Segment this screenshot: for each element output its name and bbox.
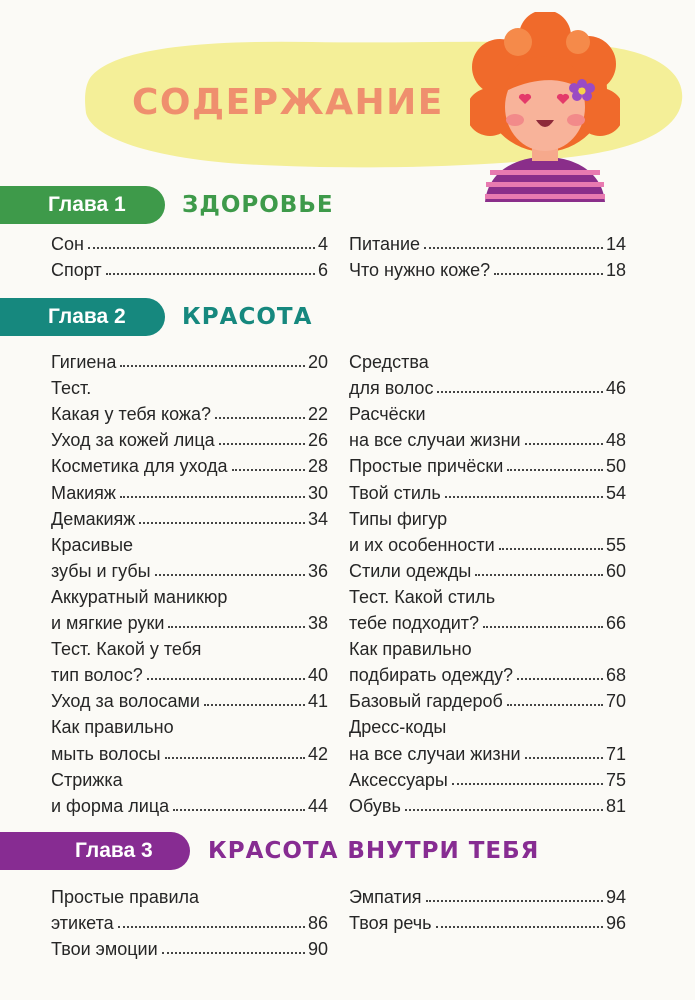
- dot-leader: [436, 926, 603, 928]
- dot-leader: [173, 809, 305, 811]
- dot-leader: [219, 443, 305, 445]
- toc-entry[interactable]: [51, 530, 328, 556]
- toc-entry[interactable]: [51, 504, 328, 530]
- toc-entry[interactable]: [51, 686, 328, 712]
- dot-leader: [120, 496, 305, 498]
- toc-entry-title: для волос: [349, 378, 434, 399]
- dot-leader: [405, 809, 603, 811]
- toc-entry[interactable]: [51, 229, 328, 255]
- chapter-1-left-column: [51, 229, 328, 281]
- toc-entry-title: Стили одежды: [349, 560, 472, 581]
- toc-entry[interactable]: [349, 347, 626, 373]
- dot-leader: [424, 247, 603, 249]
- chapter-3-right-column: [349, 882, 626, 934]
- toc-page-number: 50: [605, 456, 626, 477]
- toc-page-number: 28: [307, 456, 328, 477]
- toc-entry-title: Как правильно: [51, 717, 174, 738]
- chapter-2-label: Глава 2: [48, 305, 126, 328]
- toc-entry-title: Что нужно коже?: [349, 260, 491, 281]
- toc-entry[interactable]: [349, 477, 626, 503]
- dot-leader: [120, 365, 305, 367]
- toc-entry-title: Средства: [349, 352, 429, 373]
- toc-entry-title: и их особенности: [349, 534, 495, 555]
- chapter-1-label: Глава 1: [48, 193, 126, 216]
- toc-entry-title: зубы и губы: [51, 560, 151, 581]
- dot-leader: [204, 704, 305, 706]
- chapter-3-title: КРАСОТА ВНУТРИ ТЕБЯ: [208, 838, 540, 864]
- toc-entry[interactable]: [51, 765, 328, 791]
- dot-leader: [494, 273, 603, 275]
- toc-entry[interactable]: [349, 712, 626, 738]
- toc-page-number: 60: [605, 560, 626, 581]
- toc-page-number: 66: [605, 613, 626, 634]
- toc-page-number: 26: [307, 430, 328, 451]
- toc-page-number: 6: [317, 260, 328, 281]
- toc-page-number: 70: [605, 691, 626, 712]
- toc-entry-title: Тест. Какой у тебя: [51, 639, 202, 660]
- toc-entry-title: Косметика для ухода: [51, 456, 228, 477]
- dot-leader: [499, 548, 603, 550]
- toc-page-number: 71: [605, 743, 626, 764]
- toc-entry-title: Спорт: [51, 260, 102, 281]
- dot-leader: [147, 678, 305, 680]
- toc-page-number: 96: [605, 913, 626, 934]
- dot-leader: [215, 417, 305, 419]
- dot-leader: [475, 574, 603, 576]
- toc-entry[interactable]: [349, 373, 626, 399]
- toc-entry[interactable]: [349, 504, 626, 530]
- dot-leader: [517, 678, 603, 680]
- toc-entry[interactable]: [349, 582, 626, 608]
- toc-entry-title: Расчёски: [349, 404, 426, 425]
- toc-entry-title: и мягкие руки: [51, 613, 165, 634]
- toc-entry[interactable]: [51, 608, 328, 634]
- toc-entry-title: Твоя речь: [349, 913, 432, 934]
- toc-entry[interactable]: [51, 451, 328, 477]
- chapter-3-label: Глава 3: [75, 839, 153, 862]
- toc-entry[interactable]: [51, 634, 328, 660]
- dot-leader: [507, 469, 603, 471]
- toc-entry[interactable]: [349, 660, 626, 686]
- dot-leader: [483, 626, 603, 628]
- toc-page-number: 40: [307, 665, 328, 686]
- toc-entry-title: Тест.: [51, 378, 92, 399]
- toc-entry[interactable]: [51, 908, 328, 934]
- toc-entry[interactable]: [349, 882, 626, 908]
- toc-entry[interactable]: [349, 686, 626, 712]
- dot-leader: [507, 704, 603, 706]
- toc-entry-title: Простые правила: [51, 887, 200, 908]
- toc-page-number: 36: [307, 560, 328, 581]
- toc-entry[interactable]: [349, 451, 626, 477]
- toc-entry[interactable]: [51, 660, 328, 686]
- toc-entry-title: Дресс-коды: [349, 717, 447, 738]
- toc-entry[interactable]: [51, 738, 328, 764]
- toc-entry[interactable]: [51, 425, 328, 451]
- toc-entry-title: Демакияж: [51, 508, 136, 529]
- toc-entry-title: на все случаи жизни: [349, 743, 521, 764]
- toc-entry-title: Уход за кожей лица: [51, 430, 215, 451]
- dot-leader: [525, 443, 603, 445]
- toc-entry[interactable]: [349, 255, 626, 281]
- toc-page-number: 94: [605, 887, 626, 908]
- toc-entry[interactable]: [349, 634, 626, 660]
- toc-entry-title: Эмпатия: [349, 887, 422, 908]
- dot-leader: [162, 952, 305, 954]
- toc-page-number: 44: [307, 795, 328, 816]
- toc-entry[interactable]: [51, 477, 328, 503]
- chapter-1-right-column: [349, 229, 626, 281]
- toc-entry-title: этикета: [51, 913, 114, 934]
- toc-entry-title: Типы фигур: [349, 508, 448, 529]
- toc-entry[interactable]: [51, 882, 328, 908]
- toc-page-number: 48: [605, 430, 626, 451]
- toc-entry[interactable]: [349, 908, 626, 934]
- dot-leader: [139, 522, 305, 524]
- toc-entry-title: Сон: [51, 234, 84, 255]
- toc-entry-title: Базовый гардероб: [349, 691, 503, 712]
- chapter-2-badge: [0, 298, 165, 336]
- toc-page-number: 20: [307, 352, 328, 373]
- chapter-3-badge: [0, 832, 190, 870]
- toc-entry-title: тебе подходит?: [349, 613, 480, 634]
- toc-entry[interactable]: [349, 608, 626, 634]
- toc-entry[interactable]: [349, 399, 626, 425]
- dot-leader: [168, 626, 305, 628]
- toc-entry-title: Тест. Какой стиль: [349, 586, 496, 607]
- toc-entry[interactable]: [349, 791, 626, 817]
- page-title: СОДЕРЖАНИЕ: [132, 82, 444, 123]
- toc-entry[interactable]: [51, 934, 328, 960]
- toc-page-number: 42: [307, 743, 328, 764]
- toc-entry-title: Простые причёски: [349, 456, 504, 477]
- toc-entry[interactable]: [349, 765, 626, 791]
- toc-entry-title: на все случаи жизни: [349, 430, 521, 451]
- toc-entry[interactable]: [349, 229, 626, 255]
- toc-page-number: 41: [307, 691, 328, 712]
- chapter-2-left-column: [51, 347, 328, 817]
- toc-entry[interactable]: [51, 347, 328, 373]
- toc-page-number: 75: [605, 769, 626, 790]
- dot-leader: [106, 273, 315, 275]
- toc-page-number: 68: [605, 665, 626, 686]
- toc-page-number: 38: [307, 613, 328, 634]
- toc-page-number: 54: [605, 482, 626, 503]
- toc-page-number: 4: [317, 234, 328, 255]
- toc-entry[interactable]: [349, 556, 626, 582]
- toc-entry-title: мыть волосы: [51, 743, 161, 764]
- toc-entry[interactable]: [51, 582, 328, 608]
- toc-entry-title: Аксессуары: [349, 769, 448, 790]
- toc-entry-title: и форма лица: [51, 795, 170, 816]
- toc-page-number: 90: [307, 939, 328, 960]
- toc-entry-title: Какая у тебя кожа?: [51, 404, 211, 425]
- toc-page-number: 55: [605, 534, 626, 555]
- chapter-1-title: ЗДОРОВЬЕ: [182, 192, 334, 218]
- toc-entry-title: подбирать одежду?: [349, 665, 513, 686]
- toc-entry-title: Уход за волосами: [51, 691, 200, 712]
- toc-entry[interactable]: [51, 255, 328, 281]
- toc-entry-title: Как правильно: [349, 639, 472, 660]
- dot-leader: [165, 757, 305, 759]
- toc-entry-title: Стрижка: [51, 769, 123, 790]
- dot-leader: [118, 926, 305, 928]
- toc-entry-title: тип волос?: [51, 665, 143, 686]
- dot-leader: [525, 757, 603, 759]
- toc-entry-title: Гигиена: [51, 352, 117, 373]
- toc-page-number: 18: [605, 260, 626, 281]
- toc-entry[interactable]: [349, 425, 626, 451]
- toc-entry[interactable]: [51, 399, 328, 425]
- toc-entry[interactable]: [51, 712, 328, 738]
- dot-leader: [445, 496, 603, 498]
- toc-entry[interactable]: [349, 738, 626, 764]
- toc-page-number: 14: [605, 234, 626, 255]
- chapter-3-left-column: [51, 882, 328, 960]
- toc-page-number: 34: [307, 508, 328, 529]
- dot-leader: [437, 391, 603, 393]
- toc-entry-title: Аккуратный маникюр: [51, 586, 228, 607]
- chapter-2-right-column: [349, 347, 626, 817]
- toc-entry-title: Твои эмоции: [51, 939, 158, 960]
- toc-page-number: 46: [605, 378, 626, 399]
- toc-entry[interactable]: [51, 373, 328, 399]
- chapter-2-title: КРАСОТА: [182, 304, 313, 330]
- toc-entry[interactable]: [349, 530, 626, 556]
- toc-page-number: 30: [307, 482, 328, 503]
- dot-leader: [232, 469, 305, 471]
- dot-leader: [155, 574, 305, 576]
- dot-leader: [426, 900, 603, 902]
- toc-page-number: 81: [605, 795, 626, 816]
- chapter-1-badge: [0, 186, 165, 224]
- toc-entry-title: Питание: [349, 234, 421, 255]
- dot-leader: [88, 247, 315, 249]
- toc-entry[interactable]: [51, 556, 328, 582]
- toc-page-number: 86: [307, 913, 328, 934]
- toc-entry-title: Красивые: [51, 534, 134, 555]
- dot-leader: [452, 783, 603, 785]
- toc-page-number: 22: [307, 404, 328, 425]
- toc-entry-title: Твой стиль: [349, 482, 441, 503]
- toc-entry-title: Обувь: [349, 795, 401, 816]
- toc-entry-title: Макияж: [51, 482, 116, 503]
- toc-entry[interactable]: [51, 791, 328, 817]
- girl-illustration: [470, 12, 620, 202]
